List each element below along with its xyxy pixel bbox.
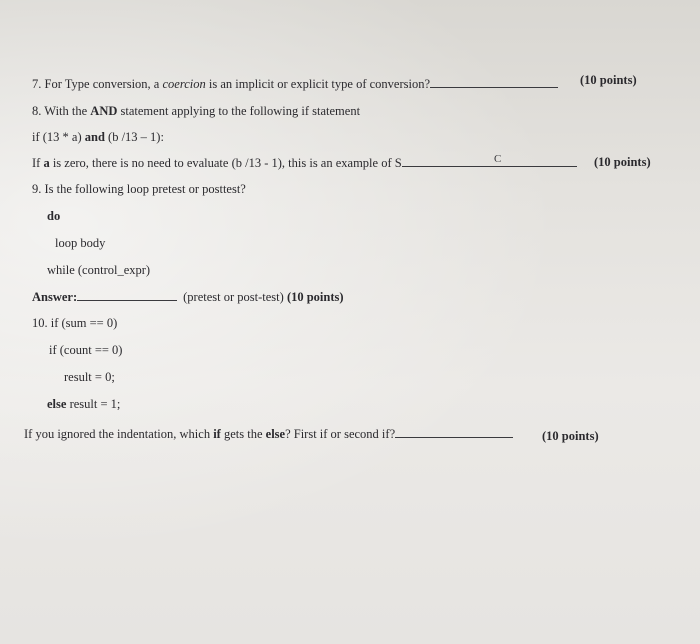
- q10-question-if: if: [213, 427, 221, 441]
- q8-line2: [32, 129, 164, 145]
- q10-question-post: ? First if or second if?: [285, 427, 396, 441]
- q10-question-mid: gets the: [220, 427, 266, 441]
- q8-line2-bold: and: [84, 130, 105, 144]
- q10-points: (10 points): [542, 429, 599, 443]
- q10-answer-blank[interactable]: [395, 426, 513, 438]
- q8-line3-post: is zero, there is no need to evaluate (b /13 - 1), this is an example of S: [49, 156, 402, 170]
- q10-question-pre: If you ignored the indentation, which: [24, 427, 214, 441]
- q8-line2-pre: if (13 * a): [32, 130, 85, 144]
- q8-line1-pre: 8. With the: [32, 104, 91, 118]
- q9-code-body: loop body: [55, 236, 106, 250]
- q9-code-do: do: [47, 209, 61, 223]
- q7-text-pre: 7. For Type conversion, a: [32, 77, 163, 91]
- q7-question: [32, 76, 558, 92]
- q7-points: (10 points): [580, 73, 637, 87]
- q8-line3-bold: a: [43, 156, 50, 170]
- q8-line3-pre: If: [32, 156, 44, 170]
- q7-text-post: is an implicit or explicit type of conversion?: [205, 77, 430, 91]
- q8-line2-post: (b /13 – 1):: [104, 130, 164, 144]
- q10-code-line3: result = 0;: [64, 370, 115, 384]
- q9-answer-blank[interactable]: [77, 289, 177, 301]
- q10-question-else: else: [265, 427, 286, 441]
- q9-answer-line: [32, 289, 344, 305]
- q8-points: (10 points): [594, 155, 651, 169]
- q10-question: [24, 426, 513, 442]
- q8-handwritten-answer: C: [494, 153, 502, 165]
- q9-answer-label: Answer:: [32, 290, 78, 304]
- q9-points: (10 points): [286, 290, 344, 304]
- q10-code-else: else: [47, 397, 67, 411]
- q10-code-line2: if (count == 0): [49, 343, 123, 357]
- q9-answer-hint: (pretest or post-test): [183, 290, 287, 304]
- q10-code-result: result = 1;: [66, 397, 121, 411]
- q8-answer-blank-1[interactable]: [402, 155, 482, 167]
- q10-code-line1: 10. if (sum == 0): [32, 316, 118, 330]
- q8-line1-bold: AND: [90, 104, 118, 118]
- q8-line1-post: statement applying to the following if statement: [117, 104, 361, 118]
- q7-answer-blank[interactable]: [430, 76, 558, 88]
- q10-code-line4: [47, 396, 120, 412]
- q9-code-while: while (control_expr): [47, 263, 151, 277]
- q8-line1: [32, 103, 360, 119]
- q7-text-italic: coercion: [162, 77, 206, 91]
- q9-question: 9. Is the following loop pretest or posttest?: [32, 182, 246, 196]
